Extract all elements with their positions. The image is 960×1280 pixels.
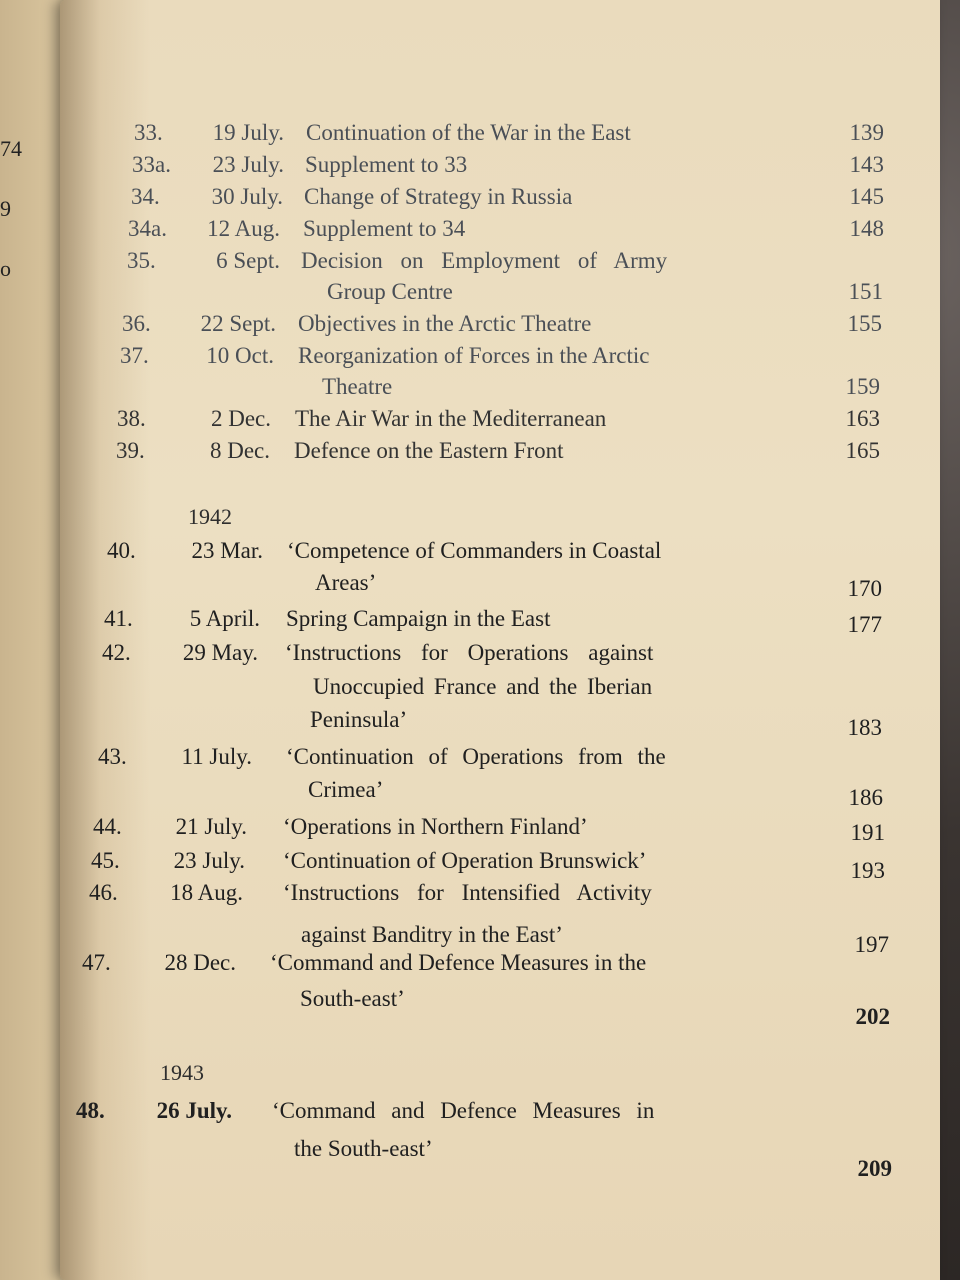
- entry-date: 19 July.: [212, 120, 284, 145]
- toc-entry: [127, 246, 897, 280]
- entry-date: 12 Aug.: [207, 216, 280, 241]
- entry-page: 177: [847, 612, 882, 637]
- entry-number: 46.: [89, 880, 118, 905]
- entry-number: 37.: [120, 343, 149, 368]
- toc-entry: [76, 1096, 926, 1130]
- entry-page: 145: [849, 184, 884, 209]
- entry-page: 159: [845, 374, 880, 399]
- entry-date: 29 May.: [182, 640, 258, 665]
- toc-entry-continuation: [120, 372, 900, 406]
- entry-date: 26 July.: [156, 1098, 232, 1123]
- entry-title-line2: the South-east’: [294, 1136, 433, 1161]
- toc-entry: [82, 948, 922, 982]
- entry-page: 143: [849, 152, 884, 177]
- entry-page: 197: [854, 932, 889, 957]
- entry-title: ‘Command and Defence Measures in: [272, 1098, 655, 1123]
- entry-page: 170: [847, 576, 882, 601]
- entry-title-line2: Crimea’: [308, 777, 384, 802]
- entry-number: 44.: [93, 814, 122, 839]
- entry-number: 43.: [98, 744, 127, 769]
- toc-entry: [102, 638, 912, 672]
- year-heading-1943: 1943: [160, 1060, 204, 1085]
- entry-date: 23 Mar.: [191, 538, 263, 563]
- entry-title: Continuation of the War in the East: [306, 120, 631, 145]
- entry-title: Supplement to 33: [305, 152, 468, 177]
- toc-entry: [89, 878, 919, 912]
- entry-number: 39.: [116, 438, 145, 463]
- toc-entry-continuation: [107, 568, 907, 602]
- toc-entry: [91, 846, 916, 883]
- entry-page: 183: [847, 715, 882, 740]
- entry-title: The Air War in the Mediterranean: [295, 406, 607, 431]
- entry-date: 30 July.: [211, 184, 283, 209]
- entry-title: ‘Instructions for Intensified Activity: [283, 880, 652, 905]
- entry-number: 34.: [131, 184, 160, 209]
- entry-number: 41.: [104, 606, 133, 631]
- entry-number: 33a.: [132, 152, 171, 177]
- toc-entry: [104, 604, 909, 638]
- entry-date: 5 April.: [189, 606, 260, 631]
- toc-entry: [98, 742, 913, 776]
- entry-title-line2: Theatre: [322, 374, 393, 399]
- entry-number: 34a.: [128, 216, 167, 241]
- year-heading-1942: 1942: [188, 504, 232, 529]
- entry-date: 10 Oct.: [206, 343, 274, 368]
- toc-entry-continuation: [102, 672, 912, 706]
- entry-page: 163: [845, 406, 880, 431]
- toc-entry: [128, 214, 888, 248]
- toc-entry-continuation: [102, 705, 912, 739]
- entry-date: 28 Dec.: [164, 950, 236, 975]
- entry-title: Defence on the Eastern Front: [294, 438, 564, 463]
- entry-page: 209: [857, 1156, 892, 1181]
- entry-title: ‘Competence of Commanders in Coastal: [287, 538, 662, 563]
- entry-title: Spring Campaign in the East: [286, 606, 551, 631]
- toc-entry-continuation: [98, 775, 913, 809]
- toc-entry: [132, 150, 892, 184]
- entry-number: 35.: [127, 248, 156, 273]
- entry-title-line2: Group Centre: [327, 279, 453, 304]
- toc-entry: [120, 341, 900, 375]
- entry-title: ‘Continuation of Operations from the: [286, 744, 666, 769]
- entry-number: 42.: [102, 640, 131, 665]
- entry-title: Decision on Employment of Army: [301, 248, 668, 273]
- toc-entry: [117, 404, 897, 438]
- toc-entry: [131, 182, 891, 216]
- entry-title-line2: against Banditry in the East’: [301, 922, 563, 947]
- entry-page: 148: [849, 216, 884, 241]
- entry-number: 48.: [76, 1098, 105, 1123]
- entry-date: 2 Dec.: [210, 406, 271, 431]
- entry-title-line2: Areas’: [315, 570, 377, 595]
- toc-entry-continuation: [82, 984, 922, 1029]
- toc-entry: [116, 436, 896, 470]
- toc-entry-continuation: [76, 1134, 926, 1181]
- entry-number: 40.: [107, 538, 136, 563]
- entry-page: 193: [850, 858, 885, 883]
- entry-date: 8 Dec.: [209, 438, 270, 463]
- entry-title: ‘Continuation of Operation Brunswick’: [283, 848, 647, 873]
- left-page-fragment: 74: [0, 136, 22, 161]
- entry-date: 22 Sept.: [200, 311, 276, 336]
- entry-number: 38.: [117, 406, 146, 431]
- table-of-contents: [60, 0, 940, 1280]
- entry-title-line2: South-east’: [300, 986, 405, 1011]
- entry-page: 139: [849, 120, 884, 145]
- entry-date: 18 Aug.: [170, 880, 243, 905]
- toc-entry: [134, 118, 894, 152]
- entry-title: Supplement to 34: [303, 216, 466, 241]
- entry-page: 202: [855, 1004, 890, 1029]
- entry-title: ‘Operations in Northern Finland’: [283, 814, 588, 839]
- toc-entry: [107, 536, 907, 570]
- left-page-fragment: o: [0, 256, 11, 281]
- book-page: [60, 0, 940, 1280]
- entry-title: Change of Strategy in Russia: [304, 184, 573, 209]
- entry-title: Reorganization of Forces in the Arctic: [298, 343, 650, 368]
- toc-entry-continuation: [127, 277, 897, 311]
- toc-entry: [93, 812, 913, 846]
- entry-page: 186: [848, 785, 883, 810]
- entry-date: 11 July.: [181, 744, 252, 769]
- entry-date: 23 July.: [173, 848, 245, 873]
- entry-page: 191: [850, 820, 885, 845]
- entry-date: 21 July.: [175, 814, 247, 839]
- entry-title: ‘Instructions for Operations against: [285, 640, 654, 665]
- entry-title-line2: Unoccupied France and the Iberian: [313, 674, 653, 699]
- entry-date: 6 Sept.: [216, 248, 280, 273]
- left-page-fragment: 9: [0, 196, 11, 221]
- entry-title: Objectives in the Arctic Theatre: [298, 311, 592, 336]
- entry-date: 23 July.: [212, 152, 284, 177]
- entry-page: 151: [848, 279, 883, 304]
- toc-entry: [122, 309, 897, 343]
- entry-page: 155: [847, 311, 882, 336]
- entry-title: ‘Command and Defence Measures in the: [270, 950, 647, 975]
- entry-number: 36.: [122, 311, 151, 336]
- entry-number: 47.: [82, 950, 111, 975]
- entry-page: 165: [845, 438, 880, 463]
- entry-number: 45.: [91, 848, 120, 873]
- entry-number: 33.: [134, 120, 163, 145]
- entry-title-line3: Peninsula’: [310, 707, 408, 732]
